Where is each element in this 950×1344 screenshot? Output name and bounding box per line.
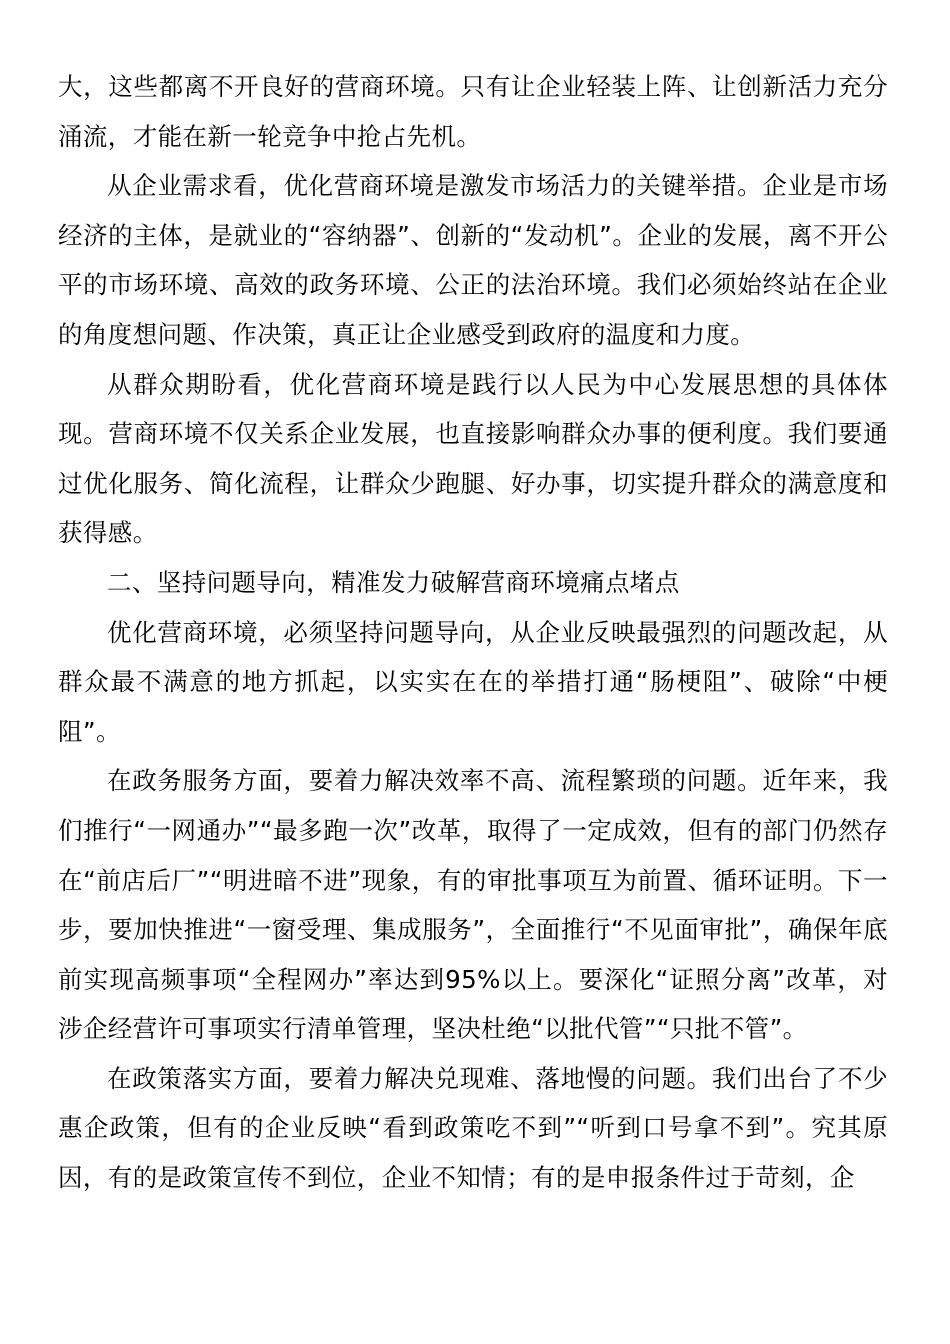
- paragraph-enterprise-demand: 从企业需求看，优化营商环境是激发市场活力的关键举措。企业是市场经济的主体，是就业的“容纳器”、创新的“发动机”。企业的发展，离不开公平的市场环境、高效的政务环境、公正的法治环境。我们必须始终站在企业的角度想问题、作决策，真正让企业感受到政府的温度和力度。: [58, 171, 888, 349]
- section-heading: 二、坚持问题导向，精准发力破解营商环境痛点堵点: [107, 567, 680, 597]
- paragraph-continuation: 大，这些都离不开良好的营商环境。只有让企业轻装上阵、让创新活力充分涌流，才能在新一轮竞争中抢占先机。: [58, 72, 888, 151]
- document-page: [58, 62, 888, 1203]
- paragraph-government-services: 在政务服务方面，要着力解决效率不高、流程繁琐的问题。近年来，我们推行“一网通办”“最多跑一次”改革，取得了一定成效，但有的部门仍然存在“前店后厂”“明进暗不进”现象，有的审批事项互为前置、循环证明。下一步，要加快推进“一窗受理、集成服务”，全面推行“不见面审批”，确保年底前实现高频事项“全程网办”率达到95%以上。要深化“证照分离”改革，对涉企经营许可事项实行清单管理，坚决杜绝“以批代管”“只批不管”。: [58, 766, 888, 1044]
- paragraph-public-expectation: 从群众期盼看，优化营商环境是践行以人民为中心发展思想的具体体现。营商环境不仅关系企业发展，也直接影响群众办事的便利度。我们要通过优化服务、简化流程，让群众少跑腿、好办事，切实提升群众的满意度和获得感。: [58, 369, 888, 548]
- paragraph-policy-implementation: 在政策落实方面，要着力解决兑现难、落地慢的问题。我们出台了不少惠企政策，但有的企业反映“看到政策吃不到”“听到口号拿不到”。究其原因，有的是政策宣传不到位，企业不知情；有的是申报条件过于苛刻，企: [58, 1063, 888, 1193]
- paragraph-problem-orientation: 优化营商环境，必须坚持问题导向，从企业反映最强烈的问题改起，从群众最不满意的地方抓起，以实实在在的举措打通“肠梗阻”、破除“中梗阻”。: [58, 617, 888, 746]
